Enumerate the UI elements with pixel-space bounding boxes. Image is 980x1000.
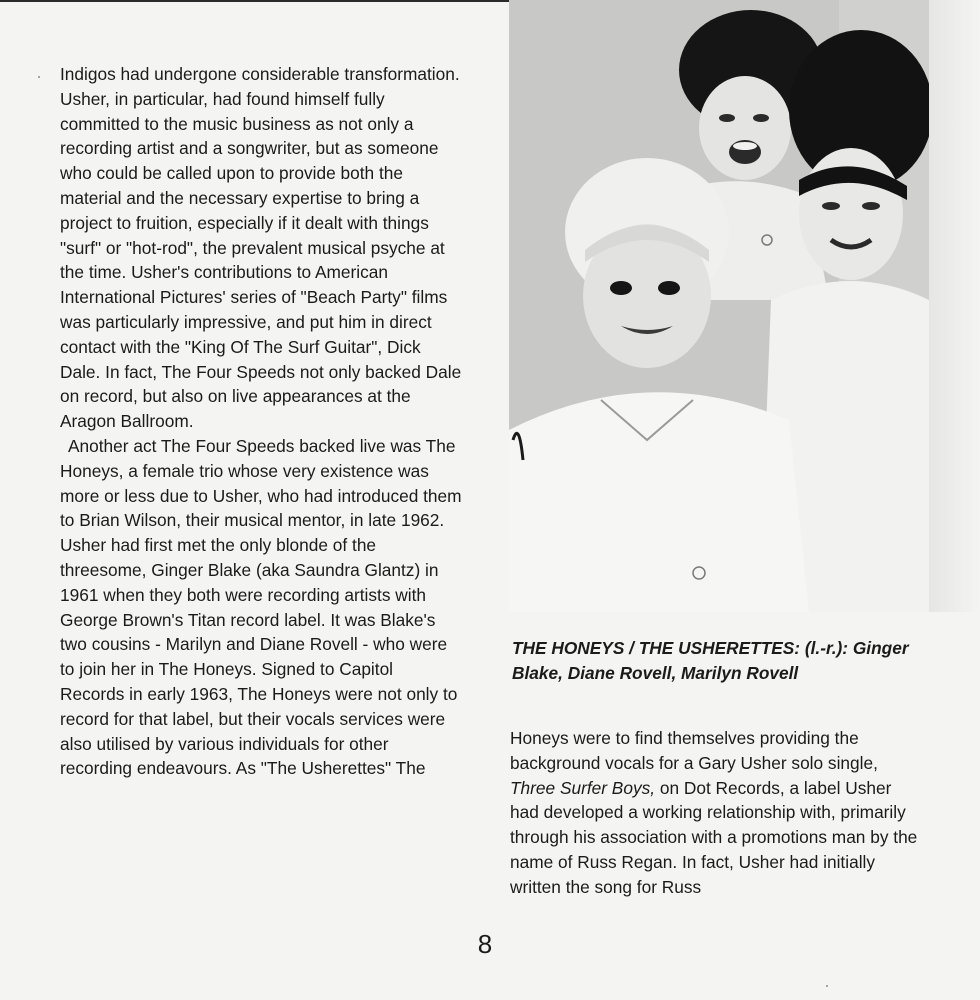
- right-text-column: [510, 726, 920, 900]
- band-photo-illustration: [509, 0, 929, 612]
- front-woman-blouse: [509, 392, 809, 612]
- right-text-part-1: Honeys were to find themselves providing the background vocals for a Gary Usher solo single,: [510, 728, 878, 773]
- left-text-column: [60, 62, 462, 781]
- paper-speck: [38, 76, 40, 78]
- back-woman-face: [699, 76, 791, 180]
- photo-right-edge-shadow: [929, 0, 980, 612]
- body-paragraph-2: Another act The Four Speeds backed live was The Honeys, a female trio whose very existence was more or less due to Usher, who had introduced them to Brian Wilson, their musical mentor, in late 1962. Usher had first met the only blonde of the threesome, Ginger Blake (aka Saundra Glantz) in 1961 when they both were recording artists with George Brown's Titan record label. It was Blake's two cousins - Marilyn and Diane Rovell - who were to join her in The Honeys. Signed to Capitol Records in early 1963, The Honeys were not only to record for that label, but their vocals services were also utilised by various individuals for other recording endeavours. As "The Usherettes" The: [60, 435, 462, 779]
- body-paragraph-1: Indigos had undergone considerable transformation. Usher, in particular, had found himself fully committed to the music business as not only a recording artist and a songwriter, but as someone who could be called upon to provide both the material and the necessary expertise to bring a project to fruition, especially if it dealt with things "surf" or "hot-rod", the prevalent musical psyche at the time. Usher's contributions to American International Pictures' series of "Beach Party" films was particularly impressive, and put him in direct contact with the "King Of The Surf Guitar", Dick Dale. In fact, The Four Speeds not only backed Dale on record, but also on live appearances at the Aragon Ballroom.: [60, 64, 462, 432]
- paper-speck: [826, 985, 828, 987]
- right-text-part-2: on Dot Records, a label Usher had developed a working relationship with, primarily through his association with a promotions man by the name of Russ Regan. In fact, Usher had initially written the song for Russ: [510, 777, 918, 897]
- page-number: 8: [477, 929, 493, 959]
- photo-caption: THE HONEYS / THE USHERETTES: (l.-r.): Ginger Blake, Diane Rovell, Marilyn Rovell: [512, 638, 909, 683]
- band-photo: [509, 0, 929, 612]
- song-title: Three Surfer Boys,: [510, 777, 656, 798]
